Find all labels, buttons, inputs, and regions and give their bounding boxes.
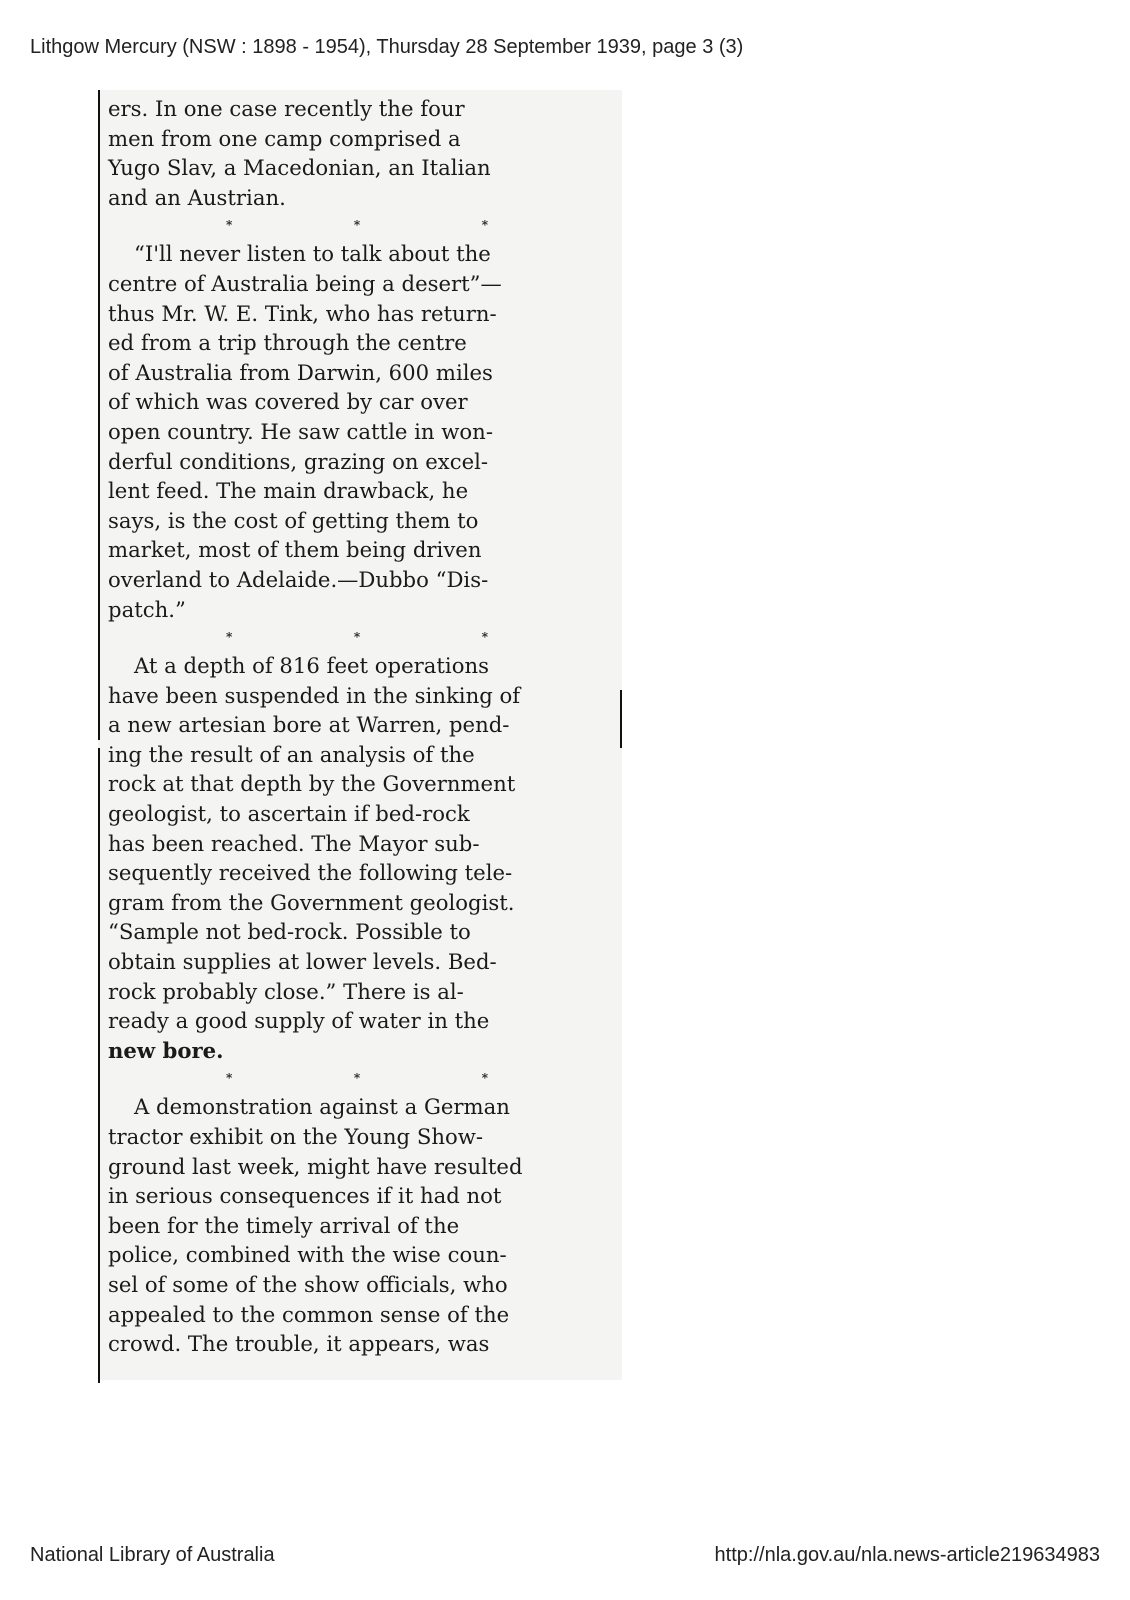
text-line: sel of some of the show officials, who (108, 1271, 508, 1297)
text-line: crowd. The trouble, it appears, was (108, 1331, 490, 1357)
text-line: appealed to the common sense of the (108, 1301, 510, 1327)
star-glyph: * (353, 218, 361, 233)
star-glyph: * (481, 1071, 488, 1086)
text-line: patch.” (108, 596, 186, 622)
text-line: men from one camp comprised a (108, 125, 461, 151)
text-line: ground last week, might have resulted (108, 1153, 523, 1179)
text-line: thus Mr. W. E. Tink, who has return- (108, 300, 497, 326)
article-column (108, 94, 610, 1359)
text-line: sequently received the following tele- (108, 860, 513, 886)
star-glyph: * (226, 218, 233, 233)
text-line: geologist, to ascertain if bed-rock (108, 801, 470, 827)
text-line: centre of Australia being a desert”— (108, 270, 502, 296)
text-line: derful conditions, grazing on excel- (108, 448, 489, 474)
text-line: tractor exhibit on the Young Show- (108, 1124, 484, 1149)
text-line: obtain supplies at lower levels. Bed- (108, 949, 497, 975)
text-line: market, most of them being driven (108, 537, 482, 563)
article-url[interactable]: http://nla.gov.au/nla.news-article219634983 (714, 1544, 1100, 1566)
text-line: ready a good supply of water in the (108, 1008, 490, 1034)
star-glyph: * (353, 1071, 361, 1086)
paragraph-3 (108, 651, 610, 1065)
publisher-footer: National Library of Australia (30, 1544, 275, 1566)
column-rule (98, 748, 100, 1383)
text-line: Yugo Slav, a Macedonian, an Italian (108, 155, 491, 181)
text-line: rock probably close.” There is al- (108, 978, 464, 1004)
paragraph-4 (108, 1092, 610, 1358)
column-rule (620, 690, 622, 748)
text-line: of Australia from Darwin, 600 miles (108, 359, 493, 385)
text-line: a new artesian bore at Warren, pend- (108, 712, 510, 738)
text-line: in serious consequences if it had not (108, 1183, 502, 1209)
star-glyph: * (226, 1071, 233, 1086)
column-rule (98, 90, 100, 740)
text-line: ers. In one case recently the four (108, 96, 465, 121)
text-line: and an Austrian. (108, 184, 286, 210)
text-line: At a depth of 816 feet operations (134, 653, 489, 679)
text-line: have been suspended in the sinking of (108, 682, 521, 708)
text-line: of which was covered by car over (108, 389, 468, 415)
text-line: overland to Adelaide.—Dubbo “Dis- (108, 566, 489, 592)
text-line: ed from a trip through the centre (108, 330, 467, 356)
text-line: rock at that depth by the Government (108, 771, 516, 797)
text-line: open country. He saw cattle in won- (108, 418, 493, 444)
star-glyph: * (353, 630, 361, 645)
paragraph-2 (108, 239, 610, 624)
text-line: A demonstration against a German (134, 1094, 510, 1120)
citation-header: Lithgow Mercury (NSW : 1898 - 1954), Thursday 28 September 1939, page 3 (3) (30, 36, 744, 58)
text-line: police, combined with the wise coun- (108, 1242, 507, 1268)
star-glyph: * (226, 630, 233, 645)
section-separator (226, 624, 488, 651)
text-line: has been reached. The Mayor sub- (108, 830, 480, 856)
section-separator (226, 1065, 488, 1092)
text-line: “Sample not bed-rock. Possible to (108, 919, 471, 945)
star-glyph: * (481, 218, 488, 233)
star-glyph: * (481, 630, 488, 645)
text-line: says, is the cost of getting them to (108, 507, 479, 533)
section-separator (226, 212, 488, 239)
text-line: been for the timely arrival of the (108, 1212, 460, 1238)
text-line: lent feed. The main drawback, he (108, 478, 469, 504)
text-line: new bore. (108, 1037, 224, 1063)
text-line: “I'll never listen to talk about the (134, 241, 491, 267)
paragraph-1 (108, 94, 610, 212)
text-line: gram from the Government geologist. (108, 889, 515, 915)
text-line: ing the result of an analysis of the (108, 741, 475, 767)
